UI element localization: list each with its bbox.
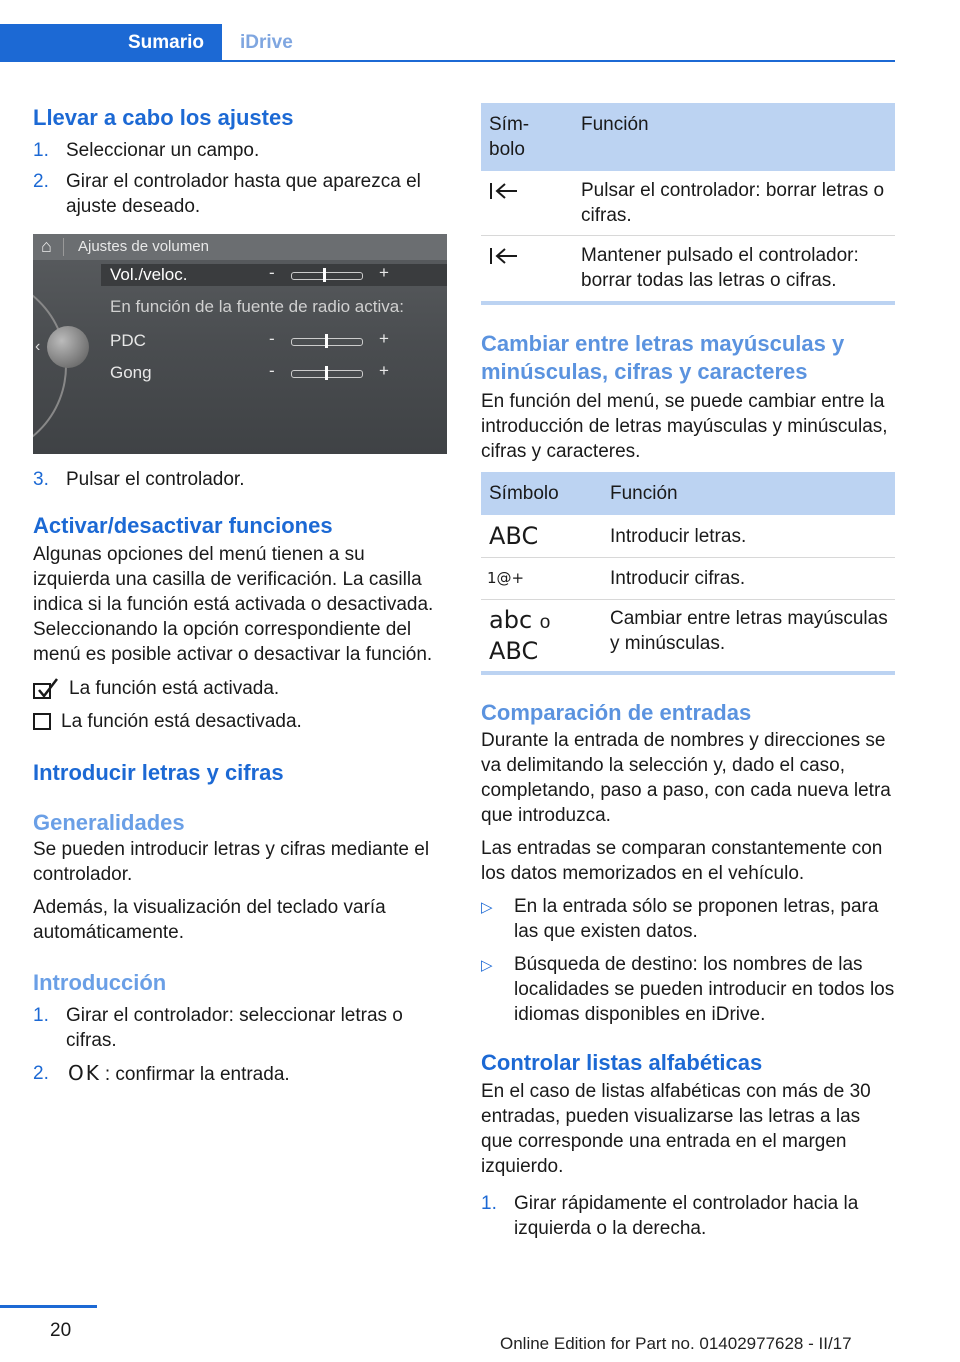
intro-step-1 [33,1003,447,1053]
screen-title: Ajustes de volumen [78,238,209,255]
table-cell-symbol [481,236,581,304]
table-delete [481,103,895,305]
home-icon: ⌂ [41,236,52,256]
heading-generalidades: Generalidades [33,810,185,835]
step-number: 2. [33,1063,49,1084]
minus-icon: - [269,361,275,380]
abc-upper-icon: ABC [489,637,539,665]
slider-vol[interactable] [291,272,363,280]
paragraph-comp1: Durante la entrada de nombres y direcciones se va delimitando la selección y, dado el caso, completando, paso a paso, con cada nueva letra que introduzca. [481,730,891,826]
heading-cambiar: Cambiar entre letras mayúsculas y minúsculas, cifras y caracteres [481,331,845,384]
step-number: 1. [481,1193,497,1214]
plus-icon: + [379,329,389,348]
minus-icon: - [269,263,275,282]
bullet-item [481,952,895,1027]
table-cell-function: Introducir letras. [610,515,895,558]
checkbox-empty-icon [33,713,53,731]
table-symbols [481,472,895,675]
check-off-text: La función está desactivada. [61,711,302,732]
screen-subtitle: En función de la fuente de radio activa: [110,297,404,316]
row-gong[interactable]: Gong [110,363,152,382]
paragraph-activar: Algunas opciones del menú tienen a su izquierda una casilla de verificación. La casilla indica si la función está activada o desactivada. Seleccionando la opción correspondiente del menú es posible activar o desactivar la función. [33,544,434,665]
table-cell-symbol [481,600,610,674]
intro-step-2 [33,1061,447,1087]
table-cell-function: Cambiar entre letras mayúsculas y minúsculas. [610,600,895,674]
table-header-function: Función [581,103,895,171]
paragraph-gen1: Se pueden introducir letras y cifras mediante el controlador. [33,839,430,885]
right-column [481,103,895,1241]
bullet-text: En la entrada sólo se proponen letras, para las que existen datos. [514,896,879,942]
check-off-line [33,709,447,734]
heading-ajustes: Llevar a cabo los ajustes [33,105,294,130]
step-3 [33,467,447,492]
slider-knob [323,268,326,282]
row-pdc[interactable]: PDC [110,331,146,350]
table-cell-symbol [481,171,581,236]
plus-icon: + [379,361,389,380]
step-1 [33,138,447,163]
step-text: Girar el controlador: seleccionar letras o cifras. [66,1005,403,1051]
tab-sumario[interactable]: Sumario [0,24,222,62]
footer-rule [0,1305,97,1308]
table-cell-function: Pulsar el controlador: borrar letras o cifras. [581,171,895,236]
bullet-text: Búsqueda de destino: los nombres de las localidades se pueden introducir en todos los idiomas disponibles en iDrive. [514,954,895,1025]
row-vol-veloc[interactable]: Vol./veloc. [110,265,188,284]
backspace-icon [489,181,519,201]
triangle-bullet-icon: ▷ [481,899,493,916]
tab-idrive[interactable]: iDrive [240,32,293,53]
numbers-symbols-icon: 1@+ [481,558,610,600]
step-number: 1. [33,140,49,161]
idrive-screen-image [33,234,447,454]
checkbox-checked-icon [33,678,61,700]
plus-icon: + [379,263,389,282]
bullet-item [481,894,895,944]
step-text: : confirmar la entrada. [104,1064,290,1085]
step-2 [33,169,447,219]
table-header-function: Función [610,472,895,515]
paragraph-listas: En el caso de listas alfabéticas con más de 30 entradas, pueden visualizarse las letras a las que corresponde una entrada en el margen izquierdo. [481,1081,871,1177]
chevron-left-icon: ‹ [35,338,41,355]
step-text: Girar rápidamente el controlador hacia la izquierda o la derecha. [514,1193,859,1239]
minus-icon: - [269,329,275,348]
step-text: Pulsar el controlador. [66,469,245,490]
header-rule [0,60,895,62]
paragraph-cambiar: En función del menú, se puede cambiar entre la introducción de letras mayúsculas y minúsculas, cifras y caracteres. [481,391,888,462]
heading-listas: Controlar listas alfabéticas [481,1050,763,1075]
slider-knob [325,334,328,348]
footer-edition: Online Edition for Part no. 01402977628 - II/17 [500,1334,852,1353]
page-number: 20 [50,1320,72,1341]
table-header-symbol: Símbolo [481,472,610,515]
symbol-or: o [539,612,551,633]
table-header-symbol: Sím- bolo [481,103,581,171]
step-text: Seleccionar un campo. [66,140,260,161]
step-number: 2. [33,171,49,192]
heading-introducir: Introducir letras y cifras [33,760,284,785]
left-column-bottom [33,467,447,1087]
slider-knob [325,366,328,380]
heading-comparacion: Comparación de entradas [481,700,752,725]
paragraph-gen2: Además, la visualización del teclado varía automáticamente. [33,897,386,943]
ok-icon: OK [68,1061,101,1085]
step-number: 3. [33,469,49,490]
left-column-top [33,104,447,219]
abc-upper-icon: ABC [481,515,610,558]
table-cell-function: Introducir cifras. [610,558,895,600]
step-number: 1. [33,1005,49,1026]
listas-step-1 [481,1191,895,1241]
step-text: Girar el controlador hasta que aparezca el ajuste deseado. [66,171,421,217]
paragraph-comp2: Las entradas se comparan constantemente con los datos memorizados en el vehículo. [481,838,883,884]
check-on-line [33,676,447,701]
backspace-icon [489,246,519,266]
abc-lower-icon: abc [489,606,533,634]
heading-introduccion: Introducción [33,970,167,995]
controller-knob-icon [47,326,89,368]
triangle-bullet-icon: ▷ [481,957,493,974]
check-on-text: La función está activada. [69,678,280,699]
divider [63,238,64,256]
heading-activar: Activar/desactivar funciones [33,513,333,538]
table-cell-function: Mantener pulsado el controlador: borrar todas las letras o cifras. [581,236,895,304]
